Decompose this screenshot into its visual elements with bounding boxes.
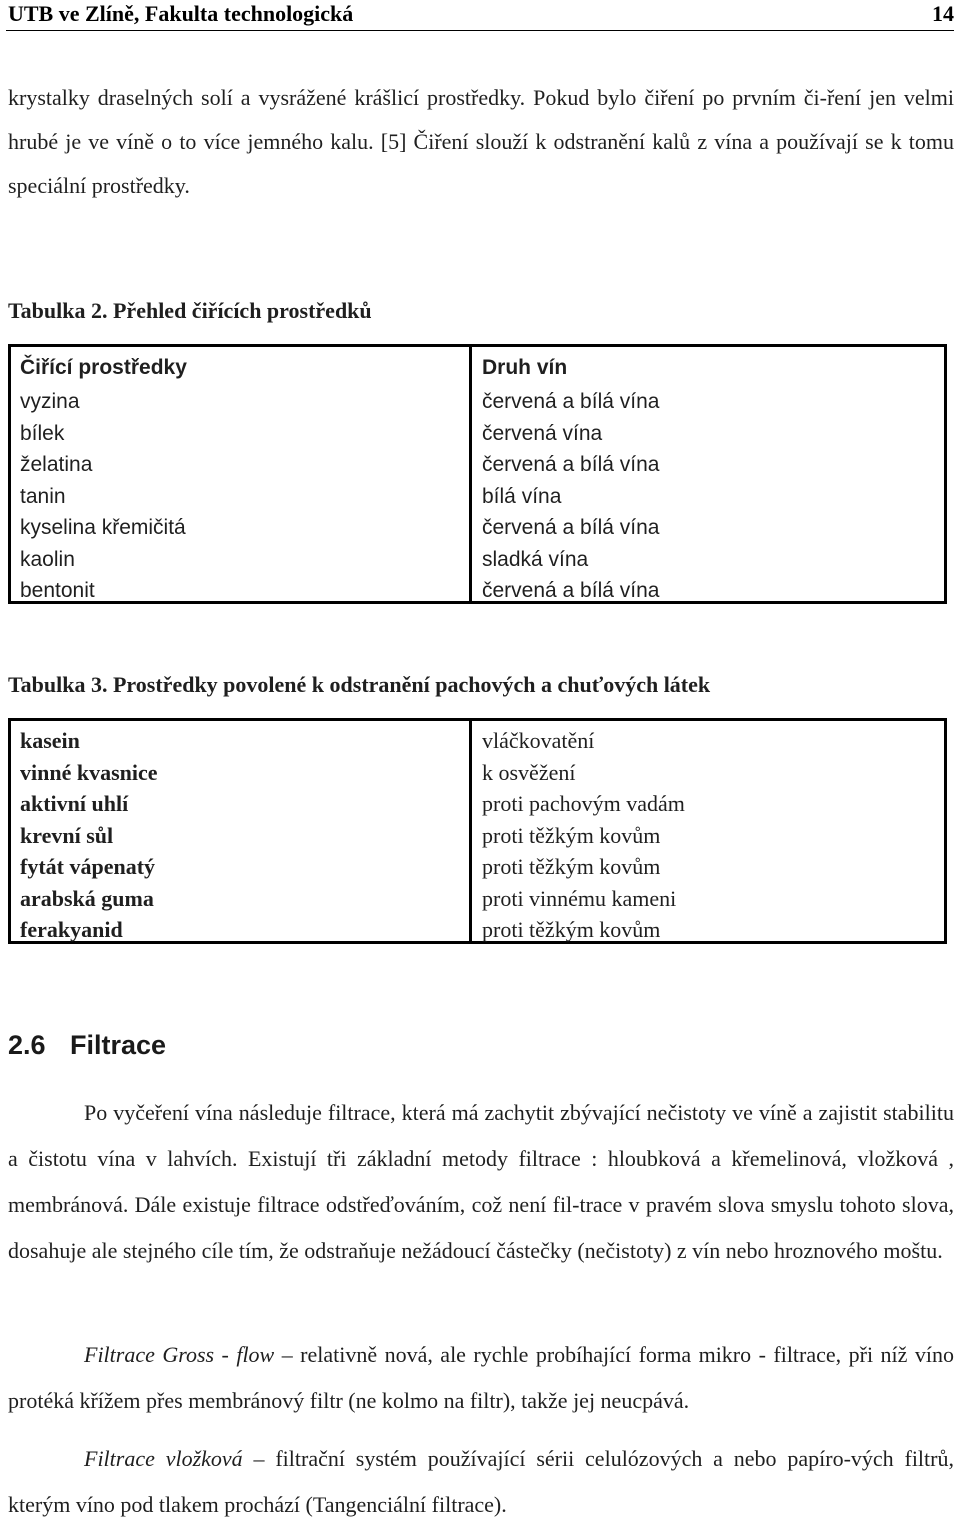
table3-right-cell: vláčkovatění (482, 728, 595, 753)
table2-right-cell: červená vína (482, 421, 603, 445)
table2-left-header: Čiřící prostředky (20, 356, 187, 379)
table2-right-cell: bílá vína (482, 484, 562, 508)
table3-left-column (11, 721, 472, 941)
table3-left-cell: vinné kvasnice (20, 759, 158, 785)
gross-flow-text: – relativně nová, ale rychle probíhající forma mikro - filtrace, při níž víno protéká křížem přes membránový filtr (ne kolmo na filtr), takže jej neucpává. (8, 1342, 954, 1413)
table2-left-cell: vyzina (20, 390, 80, 413)
section-heading (8, 1030, 166, 1061)
table2-caption-lead: Tabulka 2. (8, 298, 108, 323)
table2-right-cell: červená a bílá vína (482, 453, 660, 476)
cartridge-filtration-text: – filtrační systém používající sérii celulózových a nebo papíro-vých filtrů, kterým víno pod tlakem prochází (Tangenciální filtrace). (8, 1446, 954, 1517)
table2-caption-text: Přehled čiřících prostředků (107, 298, 372, 323)
table2-right-cell: červená a bílá vína (482, 390, 660, 413)
table3-left-cell: arabská guma (20, 885, 154, 911)
gross-flow-term: Filtrace Gross - flow (84, 1342, 275, 1367)
table3-right-cell: k osvěžení (482, 759, 576, 785)
header-title: UTB ve Zlíně, Fakulta technologická (8, 1, 354, 26)
table3-left-cell: aktivní uhlí (20, 791, 129, 816)
table3-left-cell: kasein (20, 728, 80, 753)
filtration-paragraph: Po vyčeření vína následuje filtrace, která má zachytit zbývající nečistoty ve víně a zajistit stabilitu a čistotu vína v lahvích. Existují tři základní metody filtrace : hloubková a křemelinová, vložková , membránová. Dále existuje filtrace odstřeďováním, což není fil-trace v pravém slova smyslu tohoto slova, dosahuje ale stejného cíle tím, že odstraňuje nežádoucí částečky (nečistoty) z vín nebo hroznového moštu. (8, 1100, 954, 1263)
table3-left-cell: ferakyanid (20, 917, 123, 942)
table2-right-cell: červená a bílá vína (482, 579, 660, 602)
section-number: 2.6 (8, 1030, 46, 1060)
table2-left-cell: kyselina křemičitá (20, 516, 186, 539)
table3-right-cell: proti pachovým vadám (482, 791, 685, 816)
cartridge-filtration-term: Filtrace vložková (84, 1446, 243, 1471)
table3-right-cell: proti těžkým kovům (482, 917, 661, 942)
table2-right-cell: sladká vína (482, 547, 589, 571)
table3-caption-text: Prostředky povolené k odstranění pachových a chuťových látek (107, 672, 711, 697)
table2-right-header: Druh vín (482, 356, 568, 379)
section-title: Filtrace (70, 1030, 167, 1060)
table2-right-column (472, 347, 944, 601)
table3-caption (8, 672, 710, 698)
table3-right-column (472, 721, 944, 941)
table3-right-cell: proti těžkým kovům (482, 854, 661, 879)
table3-right-cell: proti těžkým kovům (482, 822, 661, 848)
table2-right-cell: červená a bílá vína (482, 516, 660, 539)
cartridge-filtration-paragraph (8, 1436, 954, 1528)
table2-left-cell: bentonit (20, 579, 95, 602)
table2-left-cell: kaolin (20, 547, 75, 571)
table2 (8, 344, 947, 604)
table2-left-column (11, 347, 472, 601)
table3-caption-lead: Tabulka 3. (8, 672, 108, 697)
page-header (6, 0, 954, 31)
page-number: 14 (932, 1, 954, 26)
table2-caption (8, 298, 372, 324)
table3-right-cell: proti vinnému kameni (482, 885, 677, 911)
intro-paragraph: krystalky draselných solí a vysrážené krášlicí prostředky. Pokud bylo čiření po prvním či-ření jen velmi hrubé je ve víně o to více jemného kalu. [5] Čiření slouží k odstranění kalů z vína a používají se k tomu speciální prostředky. (8, 85, 954, 198)
table3 (8, 718, 947, 944)
table2-left-cell: bílek (20, 421, 65, 445)
table2-left-cell: tanin (20, 484, 66, 508)
table2-left-cell: želatina (20, 453, 93, 476)
gross-flow-paragraph (8, 1332, 954, 1424)
table3-left-cell: krevní sůl (20, 822, 114, 848)
table3-left-cell: fytát vápenatý (20, 854, 156, 879)
